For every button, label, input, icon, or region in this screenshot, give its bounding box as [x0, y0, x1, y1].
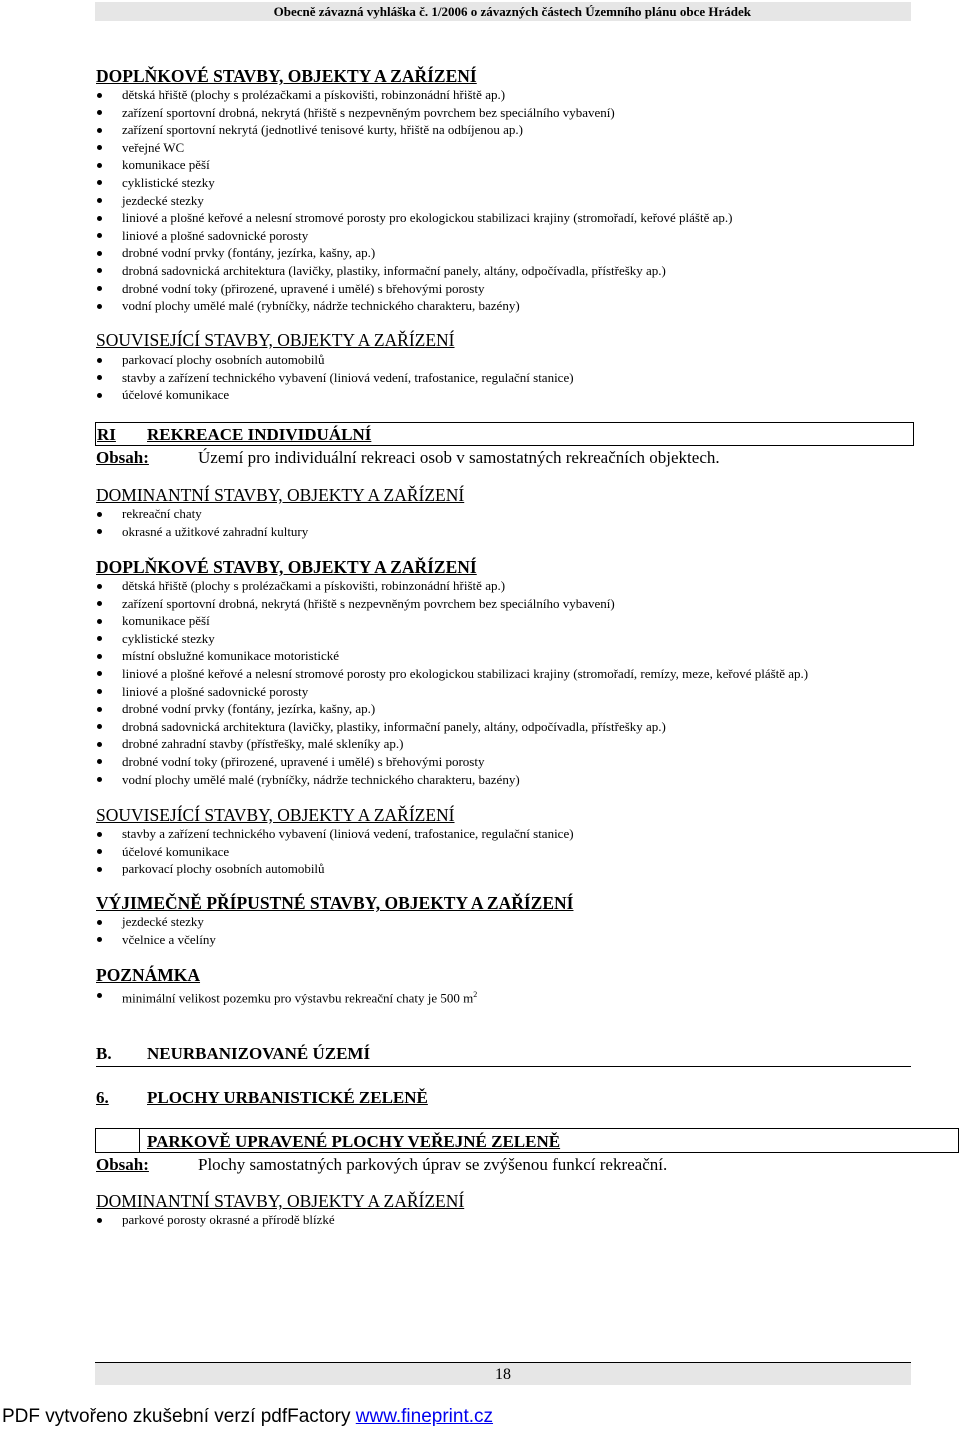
section-heading-dominantni-2: DOMINANTNÍ STAVBY, OBJEKTY A ZAŘÍZENÍ — [96, 1191, 465, 1211]
list-item: drobné zahradní stavby (přístřešky, malé skleníky ap.) — [96, 735, 808, 753]
section-heading-dominantni: DOMINANTNÍ STAVBY, OBJEKTY A ZAŘÍZENÍ — [96, 485, 465, 505]
bullet-list-dominantni — [96, 505, 308, 540]
list-item: cyklistické stezky — [96, 174, 732, 192]
list-item: drobné vodní toky (přirozené, upravené i umělé) s břehovými porosty — [96, 753, 808, 771]
bullet-list-poznamka — [96, 986, 477, 1004]
list-item: minimální velikost pozemku pro výstavbu rekreační chaty je 500 $m^2$ — [96, 986, 477, 1004]
list-item: dětská hřiště (plochy s prolézačkami a pískovišti, robinzonádní hřiště ap.) — [96, 86, 732, 104]
list-item: parkovací plochy osobních automobilů — [96, 351, 574, 369]
document-header: Obecně závazná vyhláška č. 1/2006 o závazných částech Územního plánu obce Hrádek — [95, 2, 911, 21]
list-item: parkovací plochy osobních automobilů — [96, 860, 574, 878]
list-item: drobné vodní prvky (fontány, jezírka, kašny, ap.) — [96, 700, 808, 718]
list-item: zařízení sportovní nekrytá (jednotlivé tenisové kurty, hřiště na odbíjenou ap.) — [96, 121, 732, 139]
list-item: jezdecké stezky — [96, 913, 216, 931]
list-item: drobná sadovnická architektura (lavičky, plastiky, informační panely, altány, odpočívadla, přístřešky ap.) — [96, 718, 808, 736]
list-item: liniové a plošné keřové a nelesní stromové porosty pro ekologickou stabilizaci krajiny (stromořadí, keřové pláště ap.) — [96, 209, 732, 227]
zone-code: RI — [97, 425, 116, 444]
list-item: jezdecké stezky — [96, 192, 732, 210]
section-heading-souvisejici: SOUVISEJÍCÍ STAVBY, OBJEKTY A ZAŘÍZENÍ — [96, 330, 455, 350]
section-heading-poznamka: POZNÁMKA — [96, 965, 201, 985]
bullet-list-doplnkove-2 — [96, 577, 808, 788]
obsah-text: Území pro individuální rekreaci osob v samostatných rekreačních objektech. — [198, 448, 720, 467]
fineprint-link[interactable]: www.fineprint.cz — [355, 1406, 494, 1427]
bullet-list-dominantni-2 — [96, 1211, 335, 1229]
list-item: liniové a plošné sadovnické porosty — [96, 683, 808, 701]
bullet-list-souvisejici-2 — [96, 825, 574, 878]
list-item: stavby a zařízení technického vybavení (liniová vedení, trafostanice, regulační stanice) — [96, 825, 574, 843]
section-6-heading: 6. PLOCHY URBANISTICKÉ ZELENĚ — [96, 1088, 428, 1107]
obsah-text-park: Plochy samostatných parkových úprav se zvýšenou funkcí rekreační. — [198, 1155, 668, 1174]
list-item: místní obslužné komunikace motoristické — [96, 647, 808, 665]
zone-title: REKREACE INDIVIDUÁLNÍ — [147, 425, 372, 444]
section-heading-doplnkove-2: DOPLŇKOVÉ STAVBY, OBJEKTY A ZAŘÍZENÍ — [96, 557, 477, 577]
list-item: zařízení sportovní drobná, nekrytá (hřiště s nezpevněným povrchem bez speciálního vybavení) — [96, 104, 732, 122]
bullet-list-souvisejici — [96, 351, 574, 404]
pdf-watermark-note: PDF vytvořeno zkušební verzí pdfFactory www.fineprint.cz — [2, 1406, 494, 1427]
list-item: drobná sadovnická architektura (lavičky, plastiky, informační panely, altány, odpočívadla, přístřešky ap.) — [96, 262, 732, 280]
list-item: včelnice a včelíny — [96, 931, 216, 949]
page-number: 18 — [95, 1362, 911, 1385]
list-item: komunikace pěší — [96, 612, 808, 630]
zone-code-divider — [139, 1128, 140, 1153]
list-item: dětská hřiště (plochy s prolézačkami a pískovišti, robinzonádní hřiště ap.) — [96, 577, 808, 595]
list-item: rekreační chaty — [96, 505, 308, 523]
list-item: cyklistické stezky — [96, 630, 808, 648]
list-item: komunikace pěší — [96, 156, 732, 174]
zone-park-title: PARKOVĚ UPRAVENÉ PLOCHY VEŘEJNÉ ZELENĚ — [147, 1132, 561, 1151]
list-item: veřejné WC — [96, 139, 732, 157]
superscript: 2 — [473, 990, 478, 999]
section-b-heading: B. NEURBANIZOVANÉ ÚZEMÍ — [96, 1044, 911, 1067]
list-item: vodní plochy umělé malé (rybníčky, nádrže technického charakteru, bazény) — [96, 297, 732, 315]
list-item: liniové a plošné keřové a nelesní stromové porosty pro ekologickou stabilizaci krajiny (stromořadí, remízy, meze, keřové pláště ap.) — [96, 665, 808, 683]
list-item: účelové komunikace — [96, 843, 574, 861]
list-item: parkové porosty okrasné a přírodě blízké — [96, 1211, 335, 1229]
list-item: drobné vodní prvky (fontány, jezírka, kašny, ap.) — [96, 244, 732, 262]
list-item: liniové a plošné sadovnické porosty — [96, 227, 732, 245]
section-heading-souvisejici-2: SOUVISEJÍCÍ STAVBY, OBJEKTY A ZAŘÍZENÍ — [96, 805, 455, 825]
list-item: zařízení sportovní drobná, nekrytá (hřiště s nezpevněným povrchem bez speciálního vybavení) — [96, 595, 808, 613]
list-item: drobné vodní toky (přirozené, upravené i umělé) s břehovými porosty — [96, 280, 732, 298]
bullet-list-doplnkove — [96, 86, 732, 315]
section-heading-doplnkove: DOPLŇKOVÉ STAVBY, OBJEKTY A ZAŘÍZENÍ — [96, 66, 477, 86]
section-heading-vyjimecne: VÝJIMEČNĚ PŘÍPUSTNÉ STAVBY, OBJEKTY A ZAŘÍZENÍ — [96, 893, 574, 913]
list-item: vodní plochy umělé malé (rybníčky, nádrže technického charakteru, bazény) — [96, 771, 808, 789]
list-item: účelové komunikace — [96, 386, 574, 404]
list-item: stavby a zařízení technického vybavení (liniová vedení, trafostanice, regulační stanice) — [96, 369, 574, 387]
obsah-label: Obsah: — [96, 448, 149, 467]
list-item: okrasné a užitkové zahradní kultury — [96, 523, 308, 541]
bullet-list-vyjimecne — [96, 913, 216, 948]
obsah-label-park: Obsah: — [96, 1155, 149, 1174]
